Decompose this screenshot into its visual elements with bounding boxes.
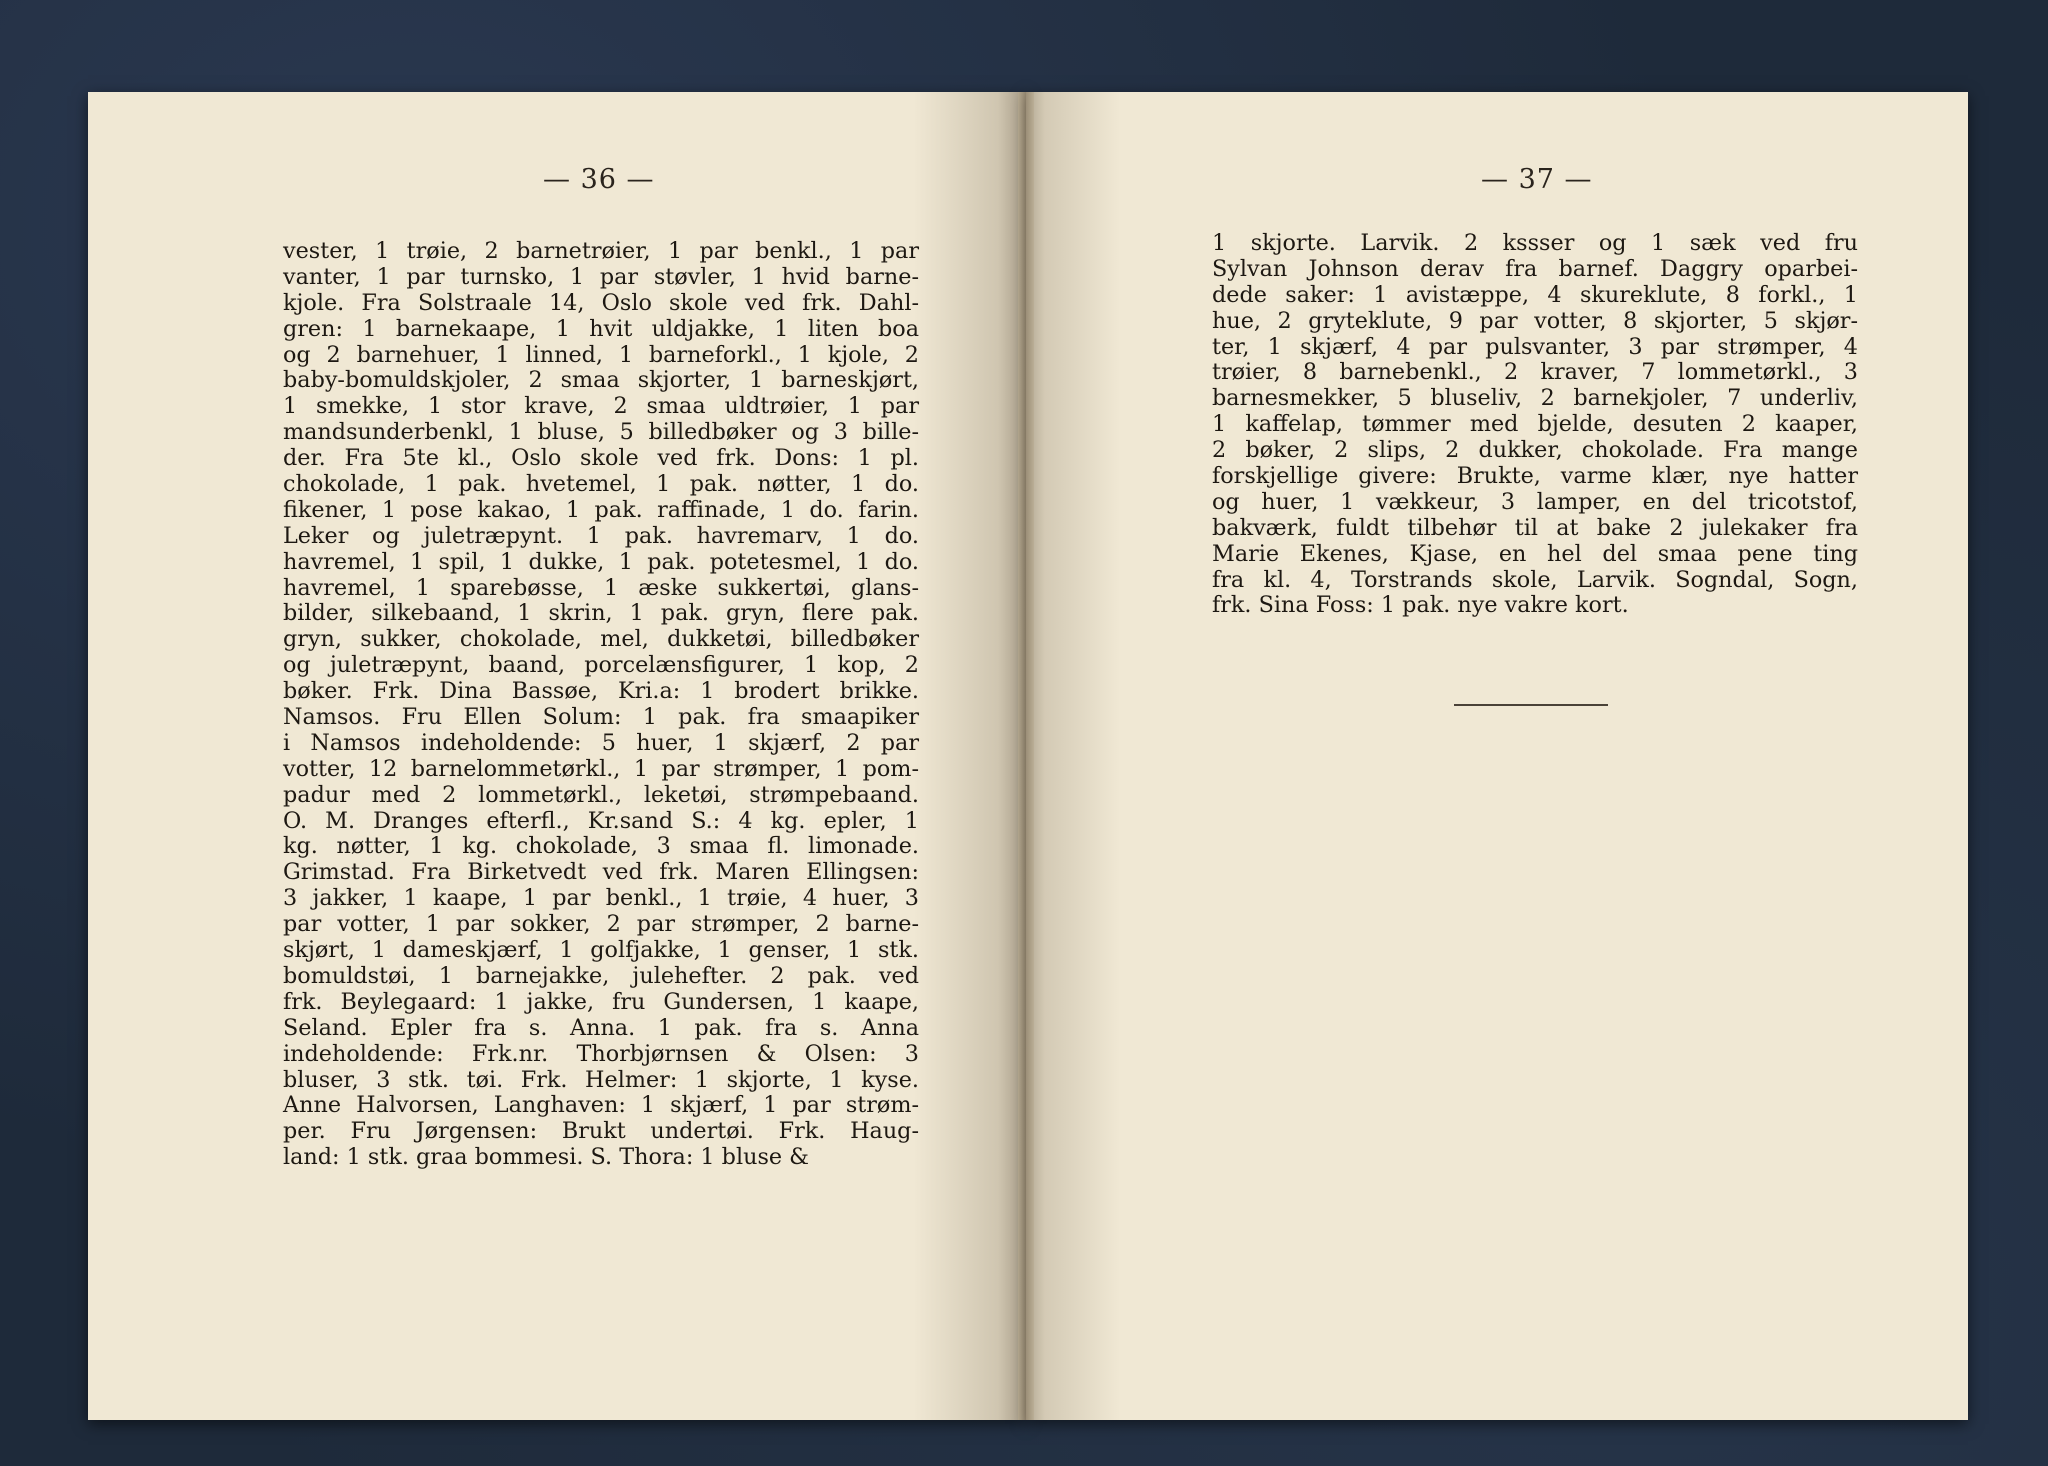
text-line: og huer, 1 vækkeur, 3 lamper, en del tricotstof,	[1212, 488, 1858, 515]
left-page-text	[283, 239, 919, 1171]
text-line: dede saker: 1 avistæppe, 4 skureklute, 8 forkl., 1	[1212, 281, 1858, 308]
text-line: fra kl. 4, Torstrands skole, Larvik. Sogndal, Sogn,	[1212, 566, 1858, 593]
text-line: frk. Sina Foss: 1 pak. nye vakre kort.	[1212, 592, 1629, 619]
right-page	[1026, 92, 1968, 1420]
text-line: forskjellige givere: Brukte, varme klær, nye hatter	[1212, 463, 1858, 490]
text-line: O. M. Dranges efterfl., Kr.sand S.: 4 kg. epler, 1	[283, 807, 919, 834]
text-line: mandsunderbenkl, 1 bluse, 5 billedbøker og 3 bille-	[283, 419, 919, 446]
text-line: land: 1 stk. graa bommesi. S. Thora: 1 bluse &	[283, 1144, 810, 1171]
text-line: trøier, 8 barnebenkl., 2 kraver, 7 lommetørkl., 3	[1212, 359, 1858, 386]
text-line: kjole. Fra Solstraale 14, Oslo skole ved frk. Dahl-	[283, 289, 919, 316]
text-line: gren: 1 barnekaape, 1 hvit uldjakke, 1 liten boa	[283, 315, 919, 342]
text-line: Leker og juletræpynt. 1 pak. havremarv, 1 do.	[283, 522, 919, 549]
text-line: bluser, 3 stk. tøi. Frk. Helmer: 1 skjorte, 1 kyse.	[283, 1066, 919, 1093]
right-page-text	[1212, 231, 1858, 619]
text-line: havremel, 1 sparebøsse, 1 æske sukkertøi, glans-	[283, 574, 919, 601]
text-line: padur med 2 lommetørkl., leketøi, strømpebaand.	[283, 781, 919, 808]
text-line: vester, 1 trøie, 2 barnetrøier, 1 par benkl., 1 par	[283, 238, 919, 264]
text-line: vanter, 1 par turnsko, 1 par støvler, 1 hvid barne-	[283, 263, 919, 290]
section-divider-rule	[1454, 704, 1608, 706]
text-line: 1 skjorte. Larvik. 2 kssser og 1 sæk ved fru	[1212, 230, 1858, 256]
text-line: frk. Beylegaard: 1 jakke, fru Gundersen, 1 kaape,	[283, 988, 919, 1015]
text-line: chokolade, 1 pak. hvetemel, 1 pak. nøtter, 1 do.	[283, 471, 919, 498]
text-line: i Namsos indeholdende: 5 huer, 1 skjærf, 2 par	[283, 729, 919, 756]
text-line: bilder, silkebaand, 1 skrin, 1 pak. gryn, flere pak.	[283, 600, 919, 627]
text-line: kg. nøtter, 1 kg. chokolade, 3 smaa fl. limonade.	[283, 833, 919, 860]
page-number-right: — 37 —	[1481, 164, 1593, 195]
text-line: Sylvan Johnson derav fra barnef. Daggry oparbei-	[1212, 255, 1858, 282]
text-line: 1 kaffelap, tømmer med bjelde, desuten 2 kaaper,	[1212, 411, 1858, 438]
text-line: gryn, sukker, chokolade, mel, dukketøi, billedbøker	[283, 626, 919, 653]
text-line: indeholdende: Frk.nr. Thorbjørnsen & Olsen: 3	[283, 1040, 919, 1067]
text-line: 1 smekke, 1 stor krave, 2 smaa uldtrøier, 1 par	[283, 393, 919, 420]
text-line: Marie Ekenes, Kjase, en hel del smaa pene ting	[1212, 540, 1858, 567]
text-line: bomuldstøi, 1 barnejakke, julehefter. 2 pak. ved	[283, 962, 919, 989]
text-line: der. Fra 5te kl., Oslo skole ved frk. Dons: 1 pl.	[283, 445, 919, 472]
open-book	[88, 92, 1968, 1420]
text-line: fikener, 1 pose kakao, 1 pak. raffinade, 1 do. farin.	[283, 496, 919, 523]
text-line: skjørt, 1 dameskjærf, 1 golfjakke, 1 genser, 1 stk.	[283, 937, 919, 964]
page-number-left: — 36 —	[543, 164, 655, 195]
text-line: og 2 barnehuer, 1 linned, 1 barneforkl., 1 kjole, 2	[283, 341, 919, 368]
text-line: hue, 2 gryteklute, 9 par votter, 8 skjorter, 5 skjør-	[1212, 307, 1858, 334]
text-line: havremel, 1 spil, 1 dukke, 1 pak. potetesmel, 1 do.	[283, 548, 919, 575]
text-line: Seland. Epler fra s. Anna. 1 pak. fra s. Anna	[283, 1014, 919, 1041]
text-line: 3 jakker, 1 kaape, 1 par benkl., 1 trøie, 4 huer, 3	[283, 885, 919, 912]
text-line: Anne Halvorsen, Langhaven: 1 skjærf, 1 par strøm-	[283, 1092, 919, 1119]
text-line: ter, 1 skjærf, 4 par pulsvanter, 3 par strømper, 4	[1212, 333, 1858, 360]
text-line: par votter, 1 par sokker, 2 par strømper, 2 barne-	[283, 911, 919, 938]
book-gutter	[1018, 92, 1034, 1420]
text-line: Namsos. Fru Ellen Solum: 1 pak. fra smaapiker	[283, 704, 919, 731]
text-line: baby-bomuldskjoler, 2 smaa skjorter, 1 barneskjørt,	[283, 367, 919, 394]
text-line: bøker. Frk. Dina Bassøe, Kri.a: 1 brodert brikke.	[283, 678, 919, 705]
text-line: votter, 12 barnelommetørkl., 1 par strømper, 1 pom-	[283, 755, 919, 782]
text-line: 2 bøker, 2 slips, 2 dukker, chokolade. Fra mange	[1212, 437, 1858, 464]
text-line: per. Fru Jørgensen: Brukt undertøi. Frk. Haug-	[283, 1118, 919, 1145]
left-page	[88, 92, 1026, 1420]
text-line: barnesmekker, 5 bluseliv, 2 barnekjoler, 7 underliv,	[1212, 385, 1858, 412]
text-line: og juletræpynt, baand, porcelænsfigurer, 1 kop, 2	[283, 652, 919, 679]
text-line: bakværk, fuldt tilbehør til at bake 2 julekaker fra	[1212, 514, 1858, 541]
text-line: Grimstad. Fra Birketvedt ved frk. Maren Ellingsen:	[283, 859, 919, 886]
